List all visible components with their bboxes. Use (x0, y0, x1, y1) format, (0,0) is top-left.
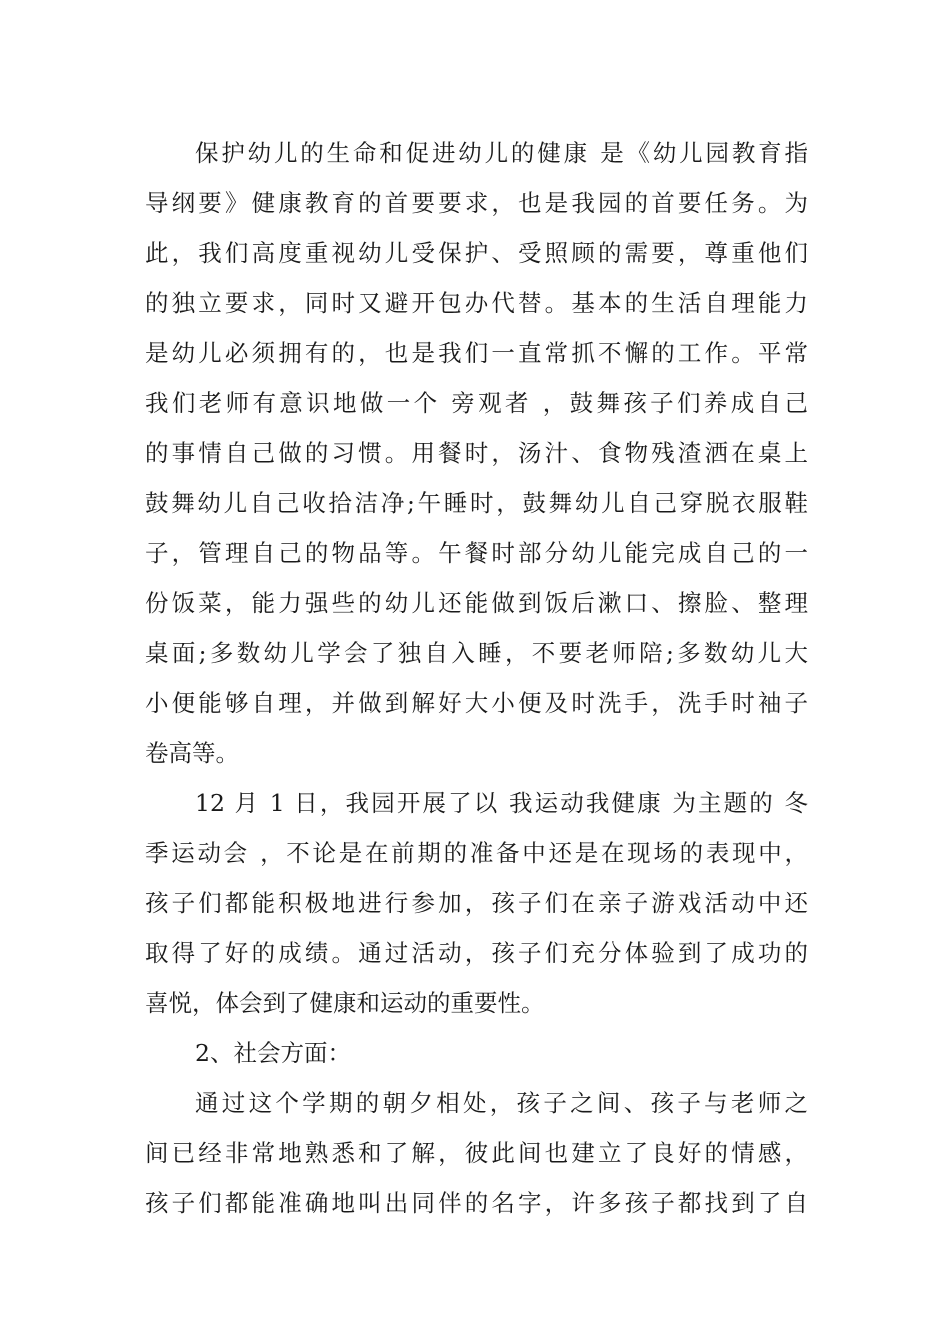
text-line: 12 月 1 日，我园开展了以 我运动我健康 为主题的 冬 (195, 789, 808, 817)
paragraph-sports-meet (145, 778, 808, 1028)
text-line: 取得了好的成绩。通过活动，孩子们充分体验到了成功的 (145, 939, 808, 967)
section-heading: 2、社会方面： (195, 1039, 351, 1067)
text-line: 鼓舞幼儿自己收拾洁净;午睡时，鼓舞幼儿自己穿脱衣服鞋 (145, 489, 808, 517)
text-line: 导纲要》健康教育的首要要求，也是我园的首要任务。为 (145, 189, 808, 217)
text-line: 喜悦，体会到了健康和运动的重要性。 (145, 989, 545, 1017)
text-line: 间已经非常地熟悉和了解，彼此间也建立了良好的情感， (145, 1139, 808, 1167)
text-line: 小便能够自理，并做到解好大小便及时洗手，洗手时袖子 (145, 689, 808, 717)
text-line: 季运动会 ，不论是在前期的准备中还是在现场的表现中， (145, 839, 808, 867)
text-line: 的事情自己做的习惯。用餐时，汤汁、食物残渣洒在桌上 (145, 439, 808, 467)
paragraph-social-body (145, 1078, 808, 1228)
text-line: 保护幼儿的生命和促进幼儿的健康 是《幼儿园教育指 (195, 139, 808, 167)
text-line: 孩子们都能积极地进行参加，孩子们在亲子游戏活动中还 (145, 889, 808, 917)
section-heading-social (145, 1028, 808, 1078)
text-line: 桌面;多数幼儿学会了独自入睡，不要老师陪;多数幼儿大 (145, 639, 808, 667)
text-line: 孩子们都能准确地叫出同伴的名字，许多孩子都找到了自 (145, 1189, 808, 1217)
text-line: 的独立要求，同时又避开包办代替。基本的生活自理能力 (145, 289, 808, 317)
text-line: 此，我们高度重视幼儿受保护、受照顾的需要，尊重他们 (145, 239, 808, 267)
text-line: 我们老师有意识地做一个 旁观者 ，鼓舞孩子们养成自己 (145, 389, 808, 417)
document-page (145, 128, 808, 1228)
text-line: 通过这个学期的朝夕相处，孩子之间、孩子与老师之 (195, 1089, 808, 1117)
text-line: 是幼儿必须拥有的，也是我们一直常抓不懈的工作。平常 (145, 339, 808, 367)
text-line: 份饭菜，能力强些的幼儿还能做到饭后漱口、擦脸、整理 (145, 589, 808, 617)
text-line: 子，管理自己的物品等。午餐时部分幼儿能完成自己的一 (145, 539, 808, 567)
paragraph-health-intro (145, 128, 808, 778)
text-line: 卷高等。 (145, 739, 239, 767)
